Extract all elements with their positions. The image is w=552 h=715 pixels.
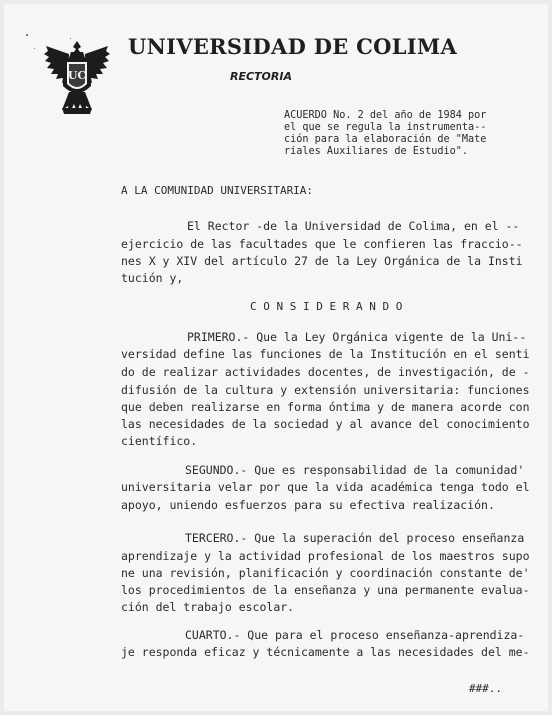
university-crest-eagle-icon — [42, 38, 112, 118]
salutation: A LA COMUNIDAD UNIVERSITARIA: — [121, 184, 314, 197]
paragraph-line: ne una revisión, planificación y coordinación constante de' — [121, 566, 530, 580]
document-page — [4, 4, 548, 711]
agreement-line: riales Auxiliares de Estudio". — [284, 146, 469, 157]
continuation-marker: ###.. — [468, 682, 502, 695]
scan-speck — [34, 48, 35, 49]
agreement-line: ción para la elaboración de "Mate — [284, 134, 487, 145]
institution-title: UNIVERSIDAD DE COLIMA — [128, 34, 458, 59]
agreement-line: el que se regula la instrumenta-- — [284, 122, 487, 133]
paragraph-line: las necesidades de la sociedad y al avance del conocimiento — [121, 417, 530, 431]
paragraph-line: nes X y XIV del artículo 27 de la Ley Orgánica de la Insti — [121, 254, 523, 268]
paragraph-line: tución y, — [121, 271, 184, 285]
paragraph-line: do de realizar actividades docentes, de investigación, de - — [121, 365, 530, 379]
paragraph-line: TERCERO.- Que la superación del proceso enseñanza — [185, 531, 525, 545]
svg-text:UC: UC — [67, 69, 87, 82]
paragraph-line: científico. — [121, 434, 198, 448]
office-subtitle: RECTORIA — [230, 70, 292, 83]
paragraph-line: versidad define las funciones de la Institución en el senti — [121, 347, 530, 361]
paragraph-line: ejercicio de las facultades que le confieren las fraccio-- — [121, 237, 523, 251]
paragraph-line: PRIMERO.- Que la Ley Orgánica vigente de la Uni-- — [187, 330, 527, 344]
paragraph-line: ción del trabajo escolar. — [121, 600, 295, 614]
paragraph-line: je responda eficaz y técnicamente a las necesidades del me- — [121, 645, 530, 659]
agreement-line: ACUERDO No. 2 del año de 1984 por — [284, 110, 487, 121]
scan-speck — [26, 34, 28, 36]
paragraph-line: los procedimientos de la enseñanza y una permanente evalua- — [121, 583, 530, 597]
paragraph-line: apoyo, uniendo esfuerzos para su efectiva realización. — [121, 498, 495, 512]
paragraph-line: El Rector -de la Universidad de Colima, en el -- — [187, 219, 520, 233]
paragraph-line: CUARTO.- Que para el proceso enseñanza-aprendiza- — [185, 628, 525, 642]
paragraph-line: difusión de la cultura y extensión universitaria: funciones — [121, 383, 530, 397]
paragraph-line: aprendizaje y la actividad profesional de los maestros supo — [121, 549, 530, 563]
paragraph-line: universitaria velar por que la vida académica tenga todo el — [121, 480, 530, 494]
section-heading: C O N S I D E R A N D O — [250, 300, 403, 313]
paragraph-line: que deben realizarse en forma óntima y de manera acorde con — [121, 400, 530, 414]
paragraph-line: SEGUNDO.- Que es responsabilidad de la comunidad' — [185, 463, 525, 477]
